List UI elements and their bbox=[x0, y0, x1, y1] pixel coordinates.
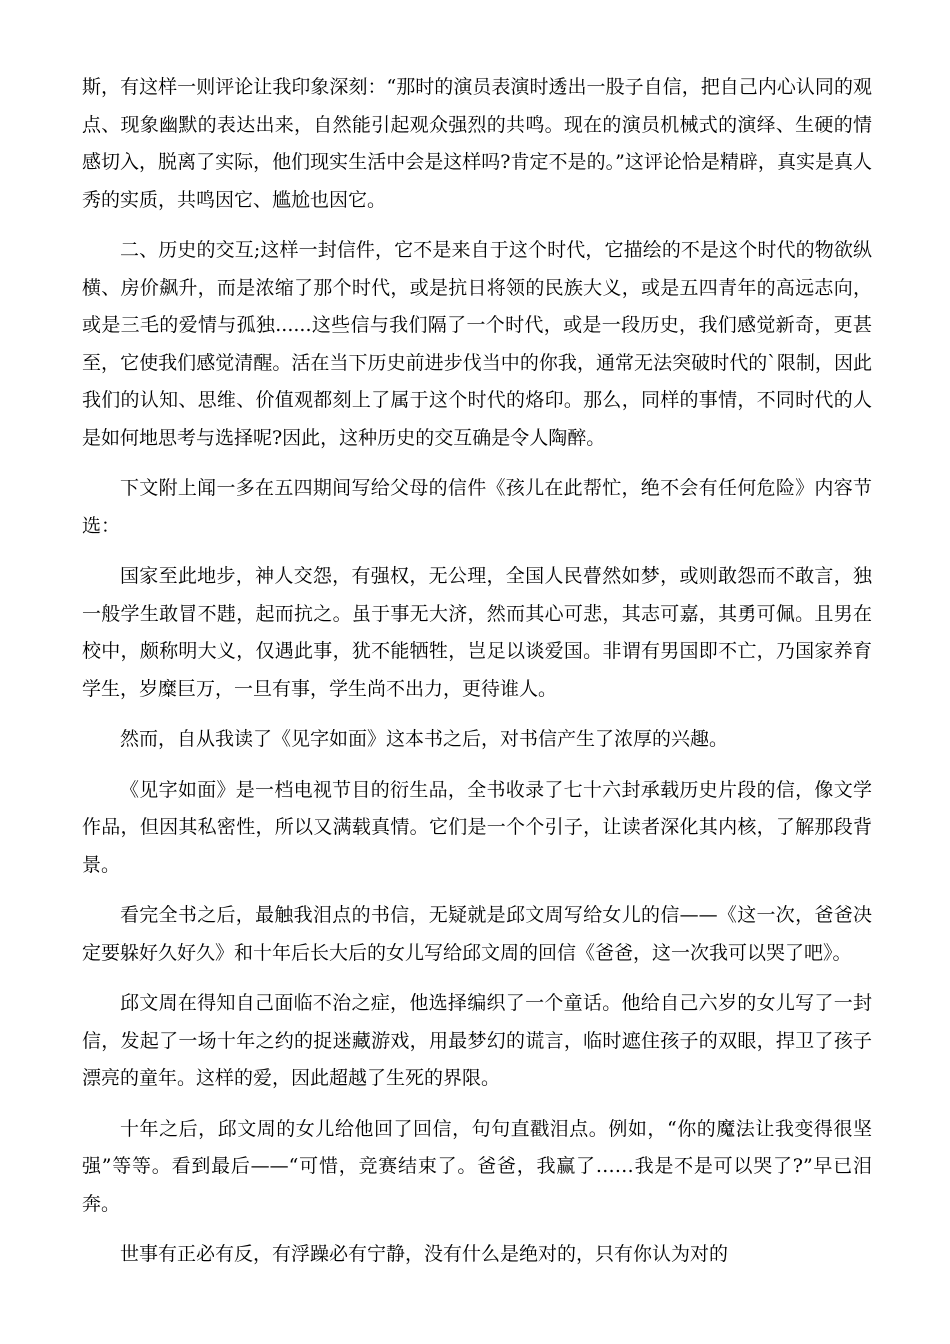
paragraph-letter-intro: 下文附上闻一多在五四期间写给父母的信件《孩儿在此帮忙，绝不会有任何危险》内容节选： bbox=[82, 477, 872, 537]
document-page bbox=[82, 69, 872, 1287]
paragraph-closing: 世事有正必有反，有浮躁必有宁静，没有什么是绝对的，只有你认为对的 bbox=[120, 1243, 729, 1265]
paragraph-fairy-tale: 邱文周在得知自己面临不治之症，他选择编织了一个童话。他给自己六岁的女儿写了一封信，发起了一场十年之约的捉迷藏游戏，用最梦幻的谎言，临时遮住孩子的双眼，捍卫了孩子漂亮的童年。这样的爱，因此超越了生死的界限。 bbox=[82, 992, 872, 1089]
paragraph-letter-excerpt: 国家至此地步，神人交怨，有强权，无公理，全国人民瞢然如梦，或则敢怨而不敢言，独一般学生敢冒不韪，起而抗之。虽于事无大济，然而其心可悲，其志可嘉，其勇可佩。且男在校中，颇称明大义，仅遇此事，犹不能牺牲，岂足以谈爱国。非谓有男国即不亡，乃国家养育学生，岁糜巨万，一旦有事，学生尚不出力，更待谁人。 bbox=[82, 565, 872, 700]
paragraph-continuation: 斯，有这样一则评论让我印象深刻：“那时的演员表演时透出一股子自信，把自己内心认同的观点、现象幽默的表达出来，自然能引起观众强烈的共鸣。现在的演员机械式的演绎、生硬的情感切入，脱离了实际，他们现实生活中会是这样吗?肯定不是的。”这评论恰是精辟，真实是真人秀的实质，共鸣因它、尴尬也因它。 bbox=[82, 76, 872, 211]
paragraph-favorite-letters: 看完全书之后，最触我泪点的书信，无疑就是邱文周写给女儿的信——《这一次，爸爸决定要躲好久好久》和十年后长大后的女儿写给邱文周的回信《爸爸，这一次我可以哭了吧》。 bbox=[82, 904, 872, 964]
paragraph-reply-letter: 十年之后，邱文周的女儿给他回了回信，句句直戳泪点。例如，“你的魔法让我变得很坚强”等等。看到最后——“可惜，竞赛结束了。爸爸，我赢了……我是不是可以哭了?”早已泪奔。 bbox=[82, 1117, 872, 1215]
paragraph-history-interaction: 二、历史的交互;这样一封信件，它不是来自于这个时代，它描绘的不是这个时代的物欲纵横、房价飙升，而是浓缩了那个时代，或是抗日将领的民族大义，或是五四青年的高远志向，或是三毛的爱情与孤独......这些信与我们隔了一个时代，或是一段历史，我们感觉新奇，更甚至，它使我们感觉清醒。活在当下历史前进步伐当中的你我，通常无法突破时代的`限制，因此我们的认知、思维、价值观都刻上了属于这个时代的烙印。那么，同样的事情，不同时代的人是如何地思考与选择呢?因此，这种历史的交互确是令人陶醉。 bbox=[82, 239, 872, 449]
paragraph-book-description: 《见字如面》是一档电视节目的衍生品，全书收录了七十六封承载历史片段的信，像文学作品，但因其私密性，所以又满载真情。它们是一个个引子，让读者深化其内核，了解那段背景。 bbox=[82, 778, 872, 876]
paragraph-book-interest: 然而，自从我读了《见字如面》这本书之后，对书信产生了浓厚的兴趣。 bbox=[120, 728, 729, 750]
